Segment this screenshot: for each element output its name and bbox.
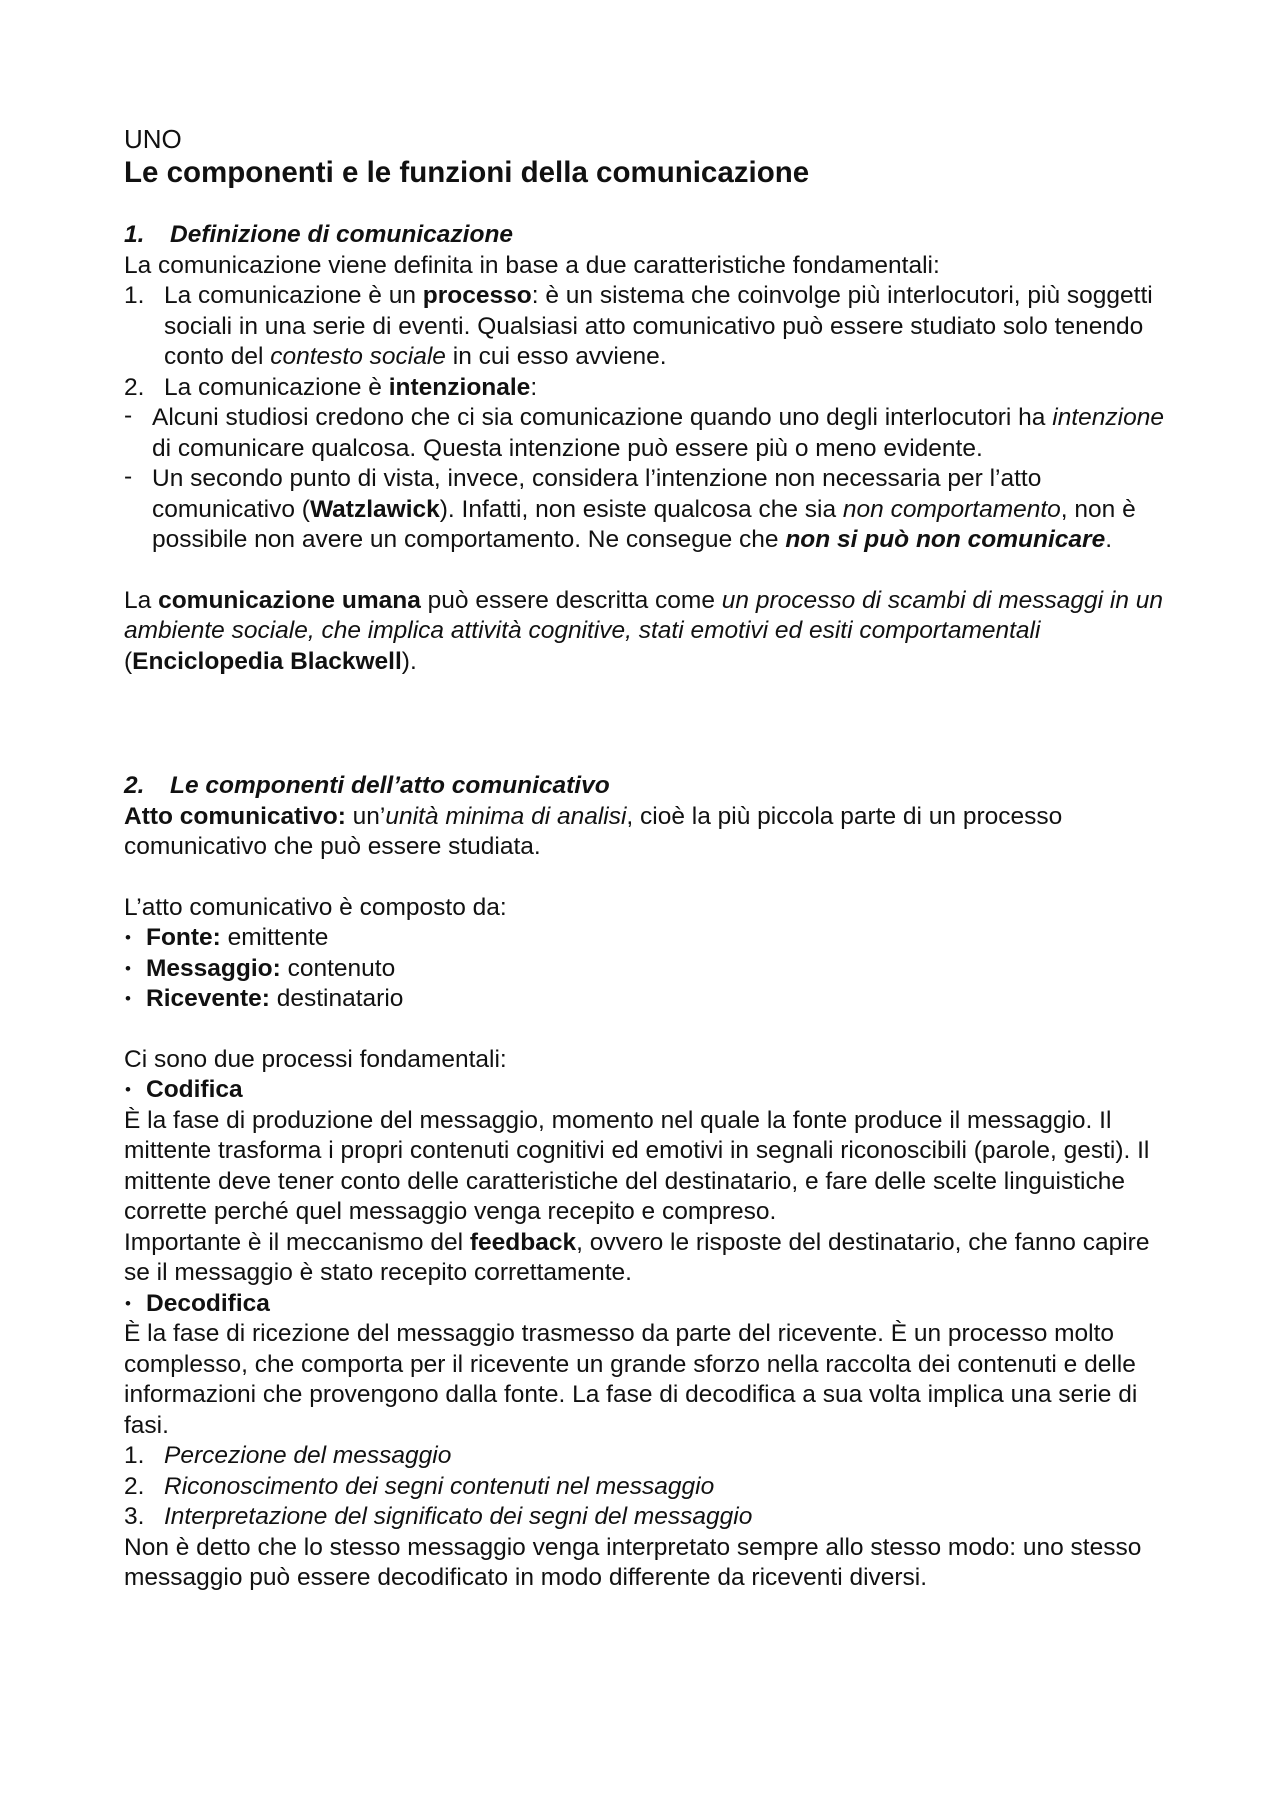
feedback-paragraph: Importante è il meccanismo del feedback, ovvero le risposte del destinatario, che fanno capire se il messaggio è stato recepito correttamente. [124, 1228, 1150, 1286]
section-1-title: Definizione di comunicazione [170, 221, 514, 248]
bullet-marker: • [125, 928, 131, 947]
term-contesto-sociale: contesto sociale [270, 343, 446, 370]
components-intro: L’atto comunicativo è composto da: [124, 893, 507, 921]
component-item-ricevente: • Ricevente: destinatario [124, 984, 1180, 1015]
decoding-step: 3. Interpretazione del significato dei segni del messaggio [124, 1502, 1180, 1533]
communicative-act-definition: Atto comunicativo: un’unità minima di analisi, cioè la più piccola parte di un processo comunicativo che può essere studiata. [124, 802, 1063, 860]
chapter-title: Le componenti e le funzioni della comunicazione [124, 156, 810, 189]
decoding-step: 1. Percezione del messaggio [124, 1441, 1180, 1472]
definition-quote: un processo di scambi di messaggi in un ambiente sociale, che implica attività cognitive, stati emotivi ed esiti comportamentali [124, 586, 1164, 644]
decodifica-closing: Non è detto che lo stesso messaggio venga interpretato sempre allo stesso modo: uno stesso messaggio può essere decodificato in modo differente da riceventi diversi. [124, 1533, 1142, 1591]
term-non-si-puo-non-comunicare: non si può non comunicare [785, 526, 1106, 553]
bullet-marker: • [125, 1080, 131, 1099]
decoding-step: 2. Riconoscimento dei segni contenuti nel messaggio [124, 1472, 1180, 1503]
section-1-number: 1. [124, 221, 145, 248]
dash-marker: - [124, 463, 133, 490]
decoding-steps-list [124, 1441, 1180, 1533]
term-watzlawick: Watzlawick [309, 495, 440, 523]
term-processo: processo [422, 282, 532, 309]
process-heading-decodifica: • Decodifica [124, 1289, 1180, 1320]
intention-viewpoints-list [124, 403, 1180, 556]
dash-marker: - [124, 402, 133, 429]
chapter-label: UNO [124, 124, 182, 154]
list-marker: 1. [124, 1442, 145, 1469]
term-intenzionale: intenzionale [388, 373, 531, 401]
viewpoint-item-1: - Alcuni studiosi credono che ci sia comunicazione quando uno degli interlocutori ha intenzione di comunicare qualcosa. Questa intenzione può essere più o meno evidente. [124, 402, 1164, 462]
processes-intro: Ci sono due processi fondamentali: [124, 1045, 507, 1073]
section-1-intro: La comunicazione viene definita in base a due caratteristiche fondamentali: [124, 251, 940, 279]
term-comunicazione-umana: comunicazione umana [158, 586, 421, 614]
term-non-comportamento: non comportamento [842, 495, 1061, 523]
list-marker: 1. [124, 282, 145, 309]
list-marker: 2. [124, 373, 145, 401]
section-1-heading [124, 220, 1180, 251]
bullet-marker: • [125, 989, 131, 1008]
bullet-marker: • [125, 958, 131, 978]
section-2-heading [124, 771, 1180, 802]
term-atto-comunicativo: Atto comunicativo: [124, 802, 346, 830]
process-heading-codifica: • Codifica [124, 1075, 1180, 1106]
component-item-fonte: • Fonte: emittente [124, 923, 1180, 954]
decodifica-description: È la fase di ricezione del messaggio trasmesso da parte del ricevente. È un processo molto complesso, che comporta per il ricevente un grande sforzo nella raccolta dei contenuti e delle informazioni che provengono dalla fonte. La fase di decodifica a sua volta implica una serie di fasi. [124, 1320, 1138, 1439]
section-2-number: 2. [124, 772, 145, 799]
human-communication-paragraph: La comunicazione umana può essere descritta come un processo di scambi di messaggi in un ambiente sociale, che implica attività cognitive, stati emotivi ed esiti comportamentali (Enciclopedia Blackwell). [124, 586, 1164, 675]
definition-list [124, 281, 1180, 403]
definition-item-intenzionale: 2. La comunicazione è intenzionale: [124, 373, 1180, 404]
decodifica-heading-list [124, 1289, 1180, 1320]
component-item-messaggio: • Messaggio: contenuto [124, 954, 1180, 985]
codifica-description: È la fase di produzione del messaggio, momento nel quale la fonte produce il messaggio. Il mittente trasforma i propri contenuti cognitivi ed emotivi in segnali riconoscibili (parole, gesti). Il mittente deve tener conto delle caratteristiche del destinatario, e fare delle scelte linguistiche corrette perché quel messaggio venga recepito e compreso. [124, 1106, 1150, 1225]
section-2-title: Le componenti dell’atto comunicativo [170, 772, 610, 799]
bullet-marker: • [125, 1293, 131, 1313]
list-marker: 3. [124, 1503, 145, 1530]
codifica-heading-list [124, 1075, 1180, 1106]
list-marker: 2. [124, 1472, 145, 1500]
term-intenzione: intenzione [1052, 404, 1164, 431]
term-enciclopedia-blackwell: Enciclopedia Blackwell [132, 647, 402, 675]
definition-item-processo: 1. La comunicazione è un processo: è un sistema che coinvolge più interlocutori, più soggetti sociali in una serie di eventi. Qualsiasi atto comunicativo può essere studiato solo tenendo conto del contesto sociale in cui esso avviene. [124, 282, 1153, 370]
term-unita-minima: unità minima di analisi [385, 802, 627, 830]
term-feedback: feedback [469, 1228, 577, 1256]
components-list [124, 923, 1180, 1015]
viewpoint-item-2: - Un secondo punto di vista, invece, considera l’intenzione non necessaria per l’atto comunicativo (Watzlawick). Infatti, non esiste qualcosa che sia non comportamento, non è possibile non avere un comportamento. Ne consegue che non si può non comunicare. [124, 463, 1136, 553]
